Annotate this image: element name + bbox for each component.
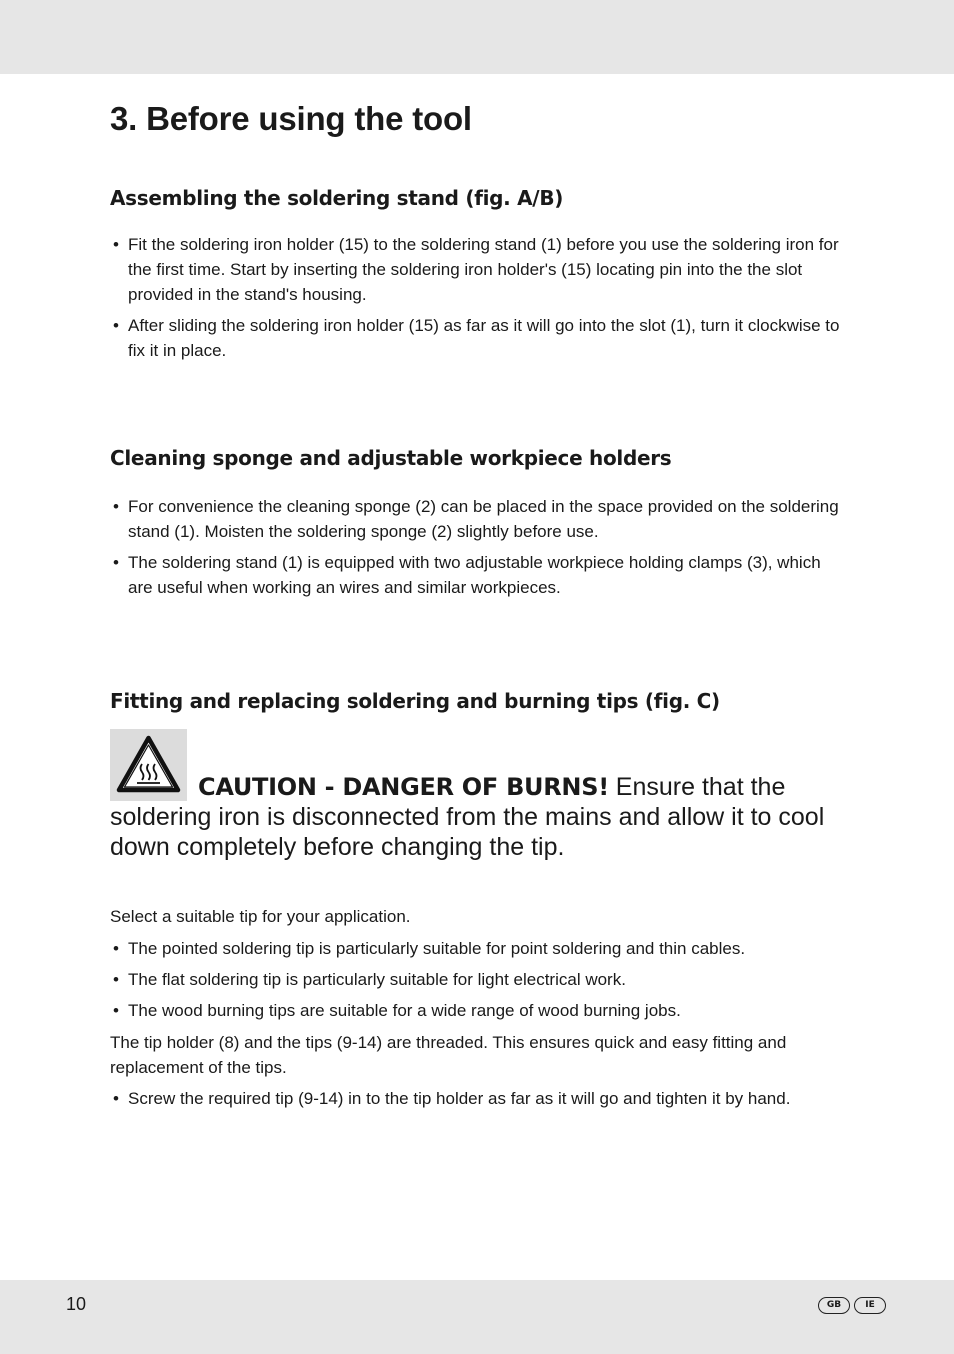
burn-caution-notice: [110, 772, 850, 862]
tips-bullet-list: [110, 936, 840, 1029]
caution-heading: CAUTION - DANGER OF BURNS!: [198, 773, 609, 801]
list-item: • After sliding the soldering iron holder (15) as far as it will go into the slot (1), turn it clockwise to fix it in place.: [110, 313, 840, 363]
country-badge-ie: IE: [854, 1297, 886, 1314]
cleaning-bullet-list: [110, 494, 840, 606]
footer-band: [0, 1280, 954, 1354]
threaded-tips-paragraph: The tip holder (8) and the tips (9-14) are threaded. This ensures quick and easy fitting and replacement of the tips.: [110, 1033, 787, 1077]
caution-text: Ensure that the soldering iron is disconnected from the mains and allow it to cool down completely before changing the tip.: [110, 773, 825, 861]
header-band: [0, 0, 954, 74]
section-heading-tips: Fitting and replacing soldering and burning tips (fig. C): [110, 689, 720, 713]
country-badge-gb: GB: [818, 1297, 850, 1314]
list-item: • Fit the soldering iron holder (15) to the soldering stand (1) before you use the soldering iron for the first time. Start by inserting the soldering iron holder's (15) locating pin into the the slot provided in the stand's housing.: [110, 232, 840, 307]
section-heading-cleaning: Cleaning sponge and adjustable workpiece holders: [110, 446, 672, 470]
section-heading-assembling: Assembling the soldering stand (fig. A/B): [110, 186, 564, 210]
list-item: • The soldering stand (1) is equipped with two adjustable workpiece holding clamps (3), which are useful when working an wires and similar workpieces.: [110, 550, 840, 600]
page-title: 3. Before using the tool: [110, 100, 472, 137]
list-item: • For convenience the cleaning sponge (2) can be placed in the space provided on the soldering stand (1). Moisten the soldering sponge (2) slightly before use.: [110, 494, 840, 544]
list-item: • The wood burning tips are suitable for a wide range of wood burning jobs.: [110, 998, 840, 1023]
list-item: • The pointed soldering tip is particularly suitable for point soldering and thin cables.: [110, 936, 840, 961]
list-item: • Screw the required tip (9-14) in to the tip holder as far as it will go and tighten it by hand.: [110, 1086, 840, 1111]
country-badges: [818, 1297, 886, 1314]
page-number: 10: [66, 1294, 87, 1314]
tip-intro-text: Select a suitable tip for your application.: [110, 907, 411, 926]
list-item: • The flat soldering tip is particularly suitable for light electrical work.: [110, 967, 840, 992]
fitting-bullet-list: [110, 1086, 840, 1117]
assembling-bullet-list: [110, 232, 840, 369]
